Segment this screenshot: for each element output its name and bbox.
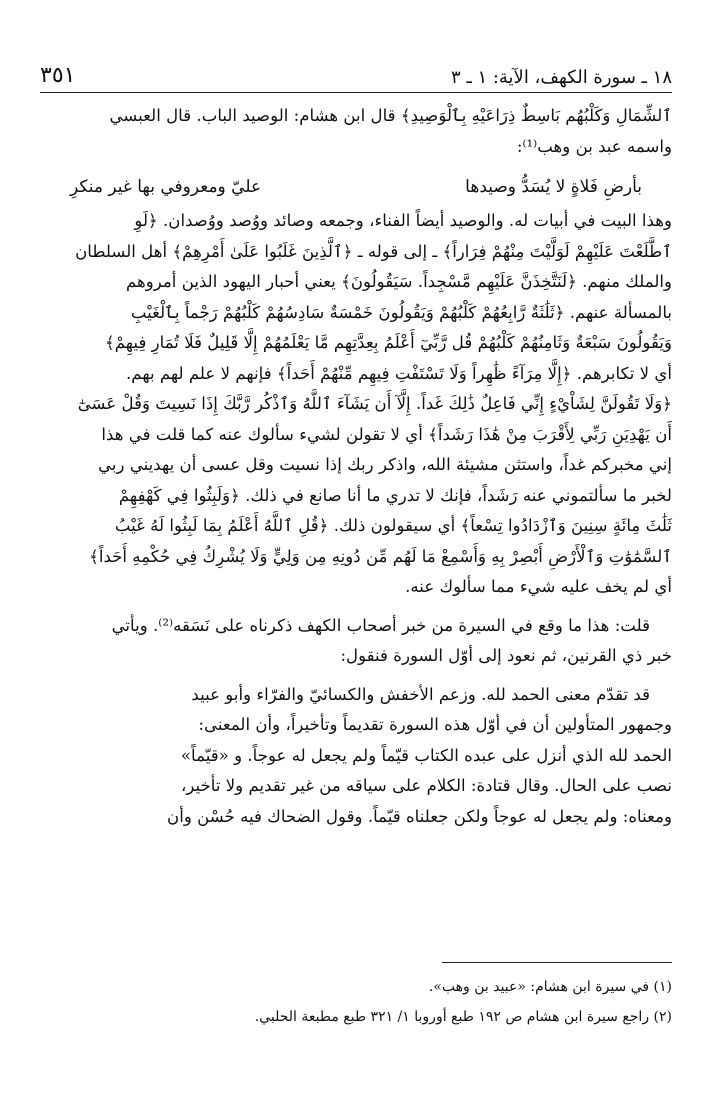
text-line: الحمد لله الذي أنزل على عبده الكتاب قيّماً ولم يجعل له عوجاً. و «قيّماً» <box>180 745 672 765</box>
text-line: قد تقدّم معنى الحمد لله. وزعم الأخفش والكسائيّ والفرّاء وأبو عبيد <box>191 684 650 704</box>
footnote-2: (٢) راجع سيرة ابن هشام ص ١٩٢ طبع أوروبا ١/ ٣٢١ طبع مطبعة الحلبي. <box>254 1009 672 1025</box>
text-line: لخبر ما سألتموني عنه رَشَداً، فإنك لا تدري ما أنا صانع في ذلك. ﴿وَلَبِثُوا فِي كَهْفِهِمْ <box>118 485 672 505</box>
text-line: وَيَقُولُونَ سَبْعَةٌ وَثَامِنُهُمْ كَلْبُهُمْ قُل رَّبِّيٓ أَعْلَمُ بِعِدَّتِهِم مَّا يَعْلَمُهُمْ إِلَّا قَلِيلٌ فَلَا تُمَارِ فِيهِمْ﴾ <box>105 333 672 352</box>
text-line: ﴿وَلَا تَقُولَنَّ لِشَاْيْءٍ إِنِّي فَاعِلٌ ذَٰلِكَ غَداً. إِلَّآ أَن يَشَآءَ ٱللَّهُ وَٱذْكُر رَّبَّكَ إِذَا نَسِيتَ وَقُلْ عَسَىٰٓ <box>77 394 672 413</box>
book-page <box>40 50 672 1070</box>
text-line: أي لا تكابرهم. ﴿إِلَّا مِرَآءً ظَٰهِراً وَلَا تَسْتَفْتِ فِيهِم مِّنْهُمْ أَحَداً﴾ فإنهم لا علم لهم بهم. <box>126 363 672 383</box>
text-line: ٱطَّلَعْتَ عَلَيْهِمْ لَوَلَّيْتَ مِنْهُمْ فِرَاراً﴾ ـ إلى قوله ـ ﴿ٱلَّذِينَ غَلَبُوا عَلَىٰ أَمْرِهِمْ﴾ أهل السلطان <box>75 241 672 261</box>
footnote-divider <box>442 962 672 963</box>
poetry-verse <box>40 162 672 206</box>
text-line: قلت: هذا ما وقع في السيرة من خبر أصحاب الكهف ذكرناه على نَسَقه⁽²⁾. ويأتي <box>111 615 650 635</box>
main-text <box>40 101 672 832</box>
text-line: إني مخبركم غداً، واستثن مشيئة الله، واذكر ربك إذا نسيت وقل عسى أن يهديني ربي <box>98 455 672 474</box>
text-line: وهذا البيت في أبيات له. والوصيد أيضاً الفناء، وجمعه وصائد ووُصد ووُصدان. ﴿لَوِ <box>134 211 672 230</box>
verse-second-hemistich: عليّ ومعروفي بها غير منكرِ <box>70 177 262 197</box>
page-number: ٣٥١ <box>40 63 76 88</box>
chapter-title: ١٨ ـ سورة الكهف، الآية: ١ ـ ٣ <box>451 67 672 88</box>
text-line: خبر ذي القرنين، ثم نعود إلى أوّل السورة فنقول: <box>340 646 672 665</box>
footnote-1: (١) في سيرة ابن هشام: «عبيد بن وهب». <box>428 979 672 995</box>
verse-first-hemistich: بأرضِ فَلاةٍ لا يُسَدُّ وصيدها <box>465 177 642 197</box>
text-line: ومعناه: ولم يجعل له عوجاً ولكن جعلناه قيّماً. وقول الضحاك فيه حُسْن وأن <box>167 806 672 826</box>
text-line: وجمهور المتأولين أن في أوّل هذه السورة تقديماً وتأخيراً، وأن المعنى: <box>198 715 672 734</box>
text-line: ٱلسَّمَٰوَٰتِ وَٱلْأَرْضِ أَبْصِرْ بِهِ وَأَسْمِعْ مَا لَهُم مِّن دُونِهِ مِن وَلِيٍّ وَلَا يُشْرِكُ فِي حُكْمِهِ أَحَداً﴾ <box>89 546 672 566</box>
text-line: أَن يَهْدِيَنِ رَبِّي لِأَقْرَبَ مِنْ هَٰذَا رَشَداً﴾ أي لا تقولن لشيء سألوك عنه كما قلت في هذا <box>101 424 672 444</box>
text-line: بالمسألة عنهم. ﴿ثَلَٰثَةٌ رَّابِعُهُمْ كَلْبُهُمْ وَيَقُولُونَ خَمْسَةٌ سَادِسُهُمْ كَلْبُهُمْ رَجْماً بِٱلْغَيْبِ <box>130 302 672 322</box>
text-line: نصب على الحال. وقال قتادة: الكلام على سياقه من غير تقديم ولا تأخير، <box>180 776 672 795</box>
text-line: واسمه عبد بن وهب⁽¹⁾: <box>516 136 672 156</box>
text-line: ثَلَٰثَ مِائَةٍ سِنِينَ وَٱزْدَادُوا تِسْعاً﴾ أي سيقولون ذلك. ﴿قُلِ ٱللَّهُ أَعْلَمُ بِمَا لَبِثُوا لَهُ غَيْبُ <box>114 516 672 535</box>
footnotes <box>40 972 672 1032</box>
text-line: ٱلشِّمَالِ وَكَلْبُهُم بَاسِطٌ ذِرَاعَيْهِ بِٱلْوَصِيدِ﴾ قال ابن هشام: الوصيد الباب. قال العبسي <box>109 106 672 125</box>
text-line: أي لم يخف عليه شيء مما سألوك عنه. <box>405 577 672 596</box>
text-line: والملك منهم. ﴿لَنَتَّخِذَنَّ عَلَيْهِم مَّسْجِداً. سَيَقُولُونَ﴾ يعني أحبار اليهود الذين أمروهم <box>125 272 672 291</box>
running-header <box>40 50 672 93</box>
